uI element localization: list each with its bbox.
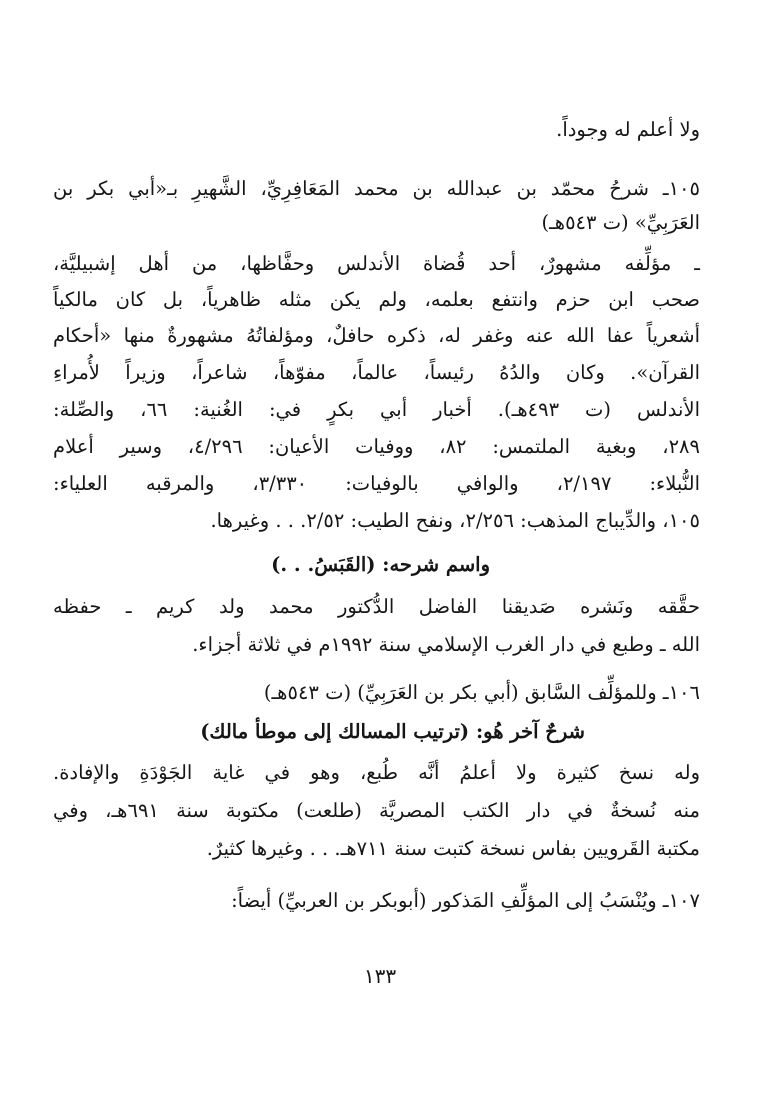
entry-105-note-line-7: النُّبلاء: ٢/١٩٧، والوافي بالوفيات: ٣/٣٣٠، والمرقبه العلياء: xyxy=(53,472,700,495)
page-number: ١٣٣ xyxy=(363,964,397,988)
entry-106-heading: ١٠٦ـ وللمؤلِّف السَّابق (أبي بكر بن العَرَبِيِّ) (ت ٥٤٣هـ) xyxy=(263,681,700,704)
entry-105-note-line-8: ١٠٥، والدِّيباج المذهب: ٢/٢٥٦، ونفح الطيب: ٢/٥٢. . . وغيرها. xyxy=(210,509,700,532)
entry-106-note-line-1: وله نسخ كثيرة ولا أعلمُ أنَّه طُبع، وهو في غاية الجَوْدَةِ والإفادة. xyxy=(53,761,700,784)
entry-106-note-line-2: منه نُسخةٌ في دار الكتب المصريَّة (طلعت) مكتوبة سنة ٦٩١هـ، وفي xyxy=(53,799,701,822)
entry-105-note-line-4: القرآن». وكان والدُهُ رئيساً، عالماً، مفوّهاً، شاعراً، وزيراً لأُمراءِ xyxy=(53,361,700,384)
text-line-1: ولا أعلم له وجوداً. xyxy=(556,118,700,141)
entry-105-publication-line-2: الله ـ وطبع في دار الغرب الإسلامي سنة ١٩٩٢م في ثلاثة أجزاء. xyxy=(192,633,700,656)
entry-105-heading-cont: العَرَبِيِّ» (ت ٥٤٣هـ) xyxy=(541,211,700,234)
entry-105-note-line-5: الأندلس (ت ٤٩٣هـ). أخبار أبي بكرٍ في: الغُنية: ٦٦، والصِّلة: xyxy=(53,398,700,421)
entry-107-heading: ١٠٧ـ ويُنْسَبُ إلى المؤلِّفِ المَذكور (أبوبكر بن العربيِّ) أيضاً: xyxy=(231,889,700,912)
entry-105-note-line-3: أشعرياً عفا الله عنه وغفر له، ذكره حافلٌ، ومؤلفاتُهُ مشهورةٌ منها «أحكام xyxy=(53,324,700,347)
entry-105-note-line-2: صحب ابن حزم وانتفع بعلمه، ولم يكن مثله ظاهرياً، بل كان مالكياً xyxy=(53,288,700,311)
entry-105-publication-line-1: حقَّقه ونَشره صَديقنا الفاضل الدُّكتور محمد ولد كريم ـ حفظه xyxy=(53,595,700,618)
entry-105-note-line-6: ٢٨٩، وبغية الملتمس: ٨٢، ووفيات الأعيان: ٤/٢٩٦، وسير أعلام xyxy=(53,435,700,458)
entry-105-heading: ١٠٥ـ شرحُ محمّد بن عبدالله بن محمد المَعَافِرِيِّ، الشَّهيرِ بـ«أبي بكر بن xyxy=(53,177,700,200)
entry-106-note-line-3: مكتبة القَرويين بفاس نسخة كتبت سنة ٧١١هـ. . . وغيرها كثيرٌ. xyxy=(206,837,700,860)
entry-105-note-line-1: ـ مؤلِّفه مشهورٌ، أحد قُضاة الأندلس وحفَّاظها، من أهل إشبيليَّة، xyxy=(53,252,700,275)
entry-105-commentary-name: واسم شرحه: (القَبَسُ. . .) xyxy=(271,553,490,576)
entry-106-commentary-name: شرحٌ آخر هُو: (ترتيب المسالك إلى موطأ مالك) xyxy=(200,720,585,743)
